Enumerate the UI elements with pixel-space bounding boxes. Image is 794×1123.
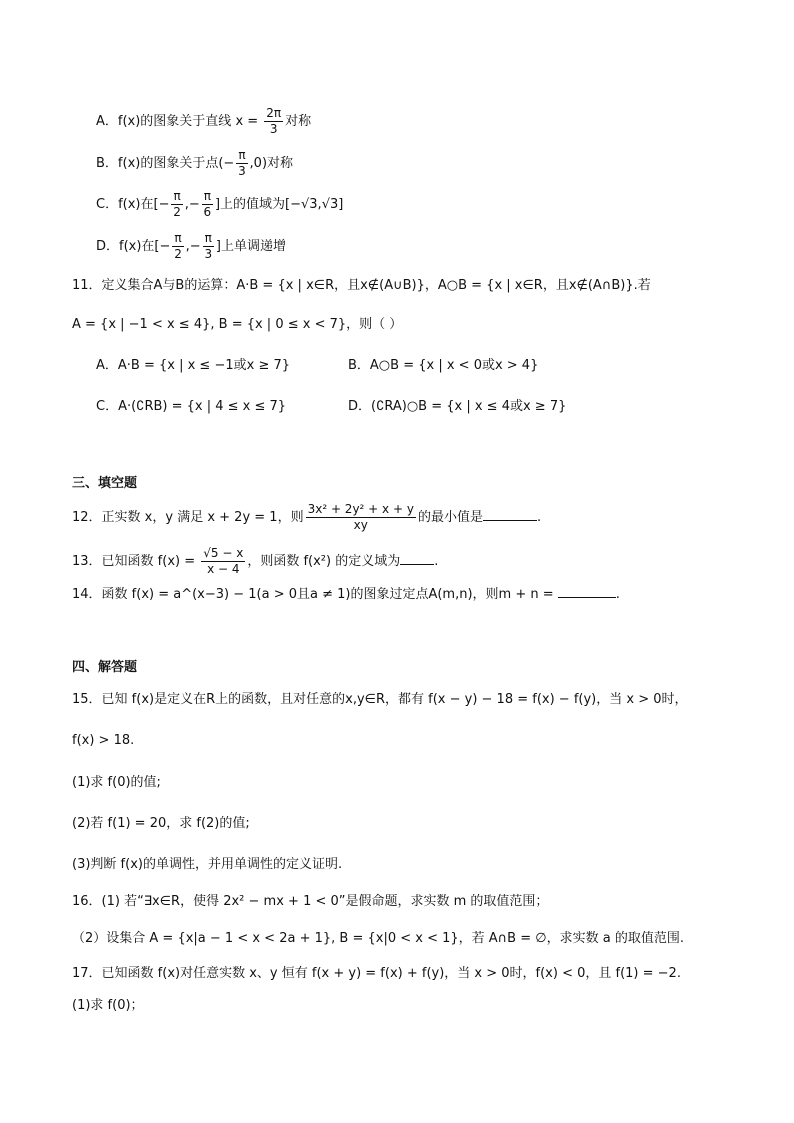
q15-line2: f(x) > 18. [72,733,135,748]
q13-post: ，则函数 f(x²) 的定义域为 [247,554,401,569]
q10-c-pre: C．f(x)在[− [96,197,170,212]
q10-d-pre: D．f(x)在[− [96,239,171,254]
q11-stem-line1: 11．定义集合A与B的运算：A·B = {x | x∈R，且x∉(A∪B)}，A○B = {x | x∈R，且x∉(A∩B)}.若 [72,278,651,293]
q10-d-num2: π [204,231,212,245]
q14-period: . [615,587,620,602]
q10-c-den1: 2 [173,205,181,219]
q10-c-den2: 6 [203,205,212,219]
q10-c-fraction-1 [171,189,182,220]
q15-line1: 15．已知 f(x)是定义在R上的函数，且对任意的x,y∈R，都有 f(x − y) − 18 = f(x) − f(y)，当 x > 0时， [72,692,688,707]
q10-a-den: 3 [269,122,278,136]
q13-num: √5 − x [203,546,244,560]
q10-c-post: ]上的值域为[−√3,√3] [214,197,344,212]
q13-fraction [201,546,245,577]
q10-a-fraction [264,106,283,137]
q12 [72,502,541,533]
q10-b-pre: B．f(x)的图象关于点 [96,156,219,171]
q12-post: 的最小值是 [417,510,483,525]
q17-part1: (1)求 f(0)； [72,998,144,1013]
q16-line2: （2）设集合 A = {x|a − 1 < x < 2a + 1}, B = {x|0 < x < 1}，若 A∩B = ∅，求实数 a 的取值范围. [72,931,684,946]
q10-a-post: 对称 [285,114,312,129]
q10-option-b [96,148,293,179]
section-4-heading: 四、解答题 [72,660,138,675]
q10-b-mid: (− [218,156,235,171]
q10-d-fraction-2 [203,231,214,262]
q14-text: 14．函数 f(x) = a^(x−3) − 1(a > 0且a ≠ 1)的图象过定点A(m,n)，则m + n = [72,587,558,602]
q10-c-sep: ,− [184,197,200,212]
q10-c-num1: π [173,189,181,203]
q12-den: xy [353,518,368,532]
q10-c-num2: π [203,189,211,203]
q10-option-a [96,106,311,137]
q10-b-num: π [238,148,246,162]
q12-period: . [536,510,542,525]
q16-line1: 16．(1) 若“∃x∈R，使得 2x² − mx + 1 < 0”是假命题，求实数 m 的取值范围； [72,894,549,909]
q12-pre: 12．正实数 x，y 满足 x + 2y = 1，则 [72,510,304,525]
q13-pre: 13．已知函数 f(x) = [72,554,200,569]
q10-d-sep: ,− [185,239,201,254]
q14-answer-blank [558,585,616,598]
q10-b-den: 3 [238,164,246,178]
q11-option-d: D．(∁RA)○B = {x | x ≤ 4或x ≥ 7} [348,399,567,414]
q11-option-b: B．A○B = {x | x < 0或x > 4} [348,358,539,373]
q15-part1: (1)求 f(0)的值; [72,775,161,790]
q10-option-d [96,231,286,262]
q14 [72,585,620,605]
q10-d-fraction-1 [172,231,183,262]
q10-c-fraction-2 [202,189,213,220]
q12-fraction [306,502,416,533]
section-3-heading: 三、填空题 [72,476,138,491]
q13 [72,546,438,577]
q15-part2: (2)若 f(1) = 20，求 f(2)的值; [72,816,250,831]
q10-a-num: 2π [266,106,282,120]
q10-b-post: ,0)对称 [249,156,294,171]
q12-num: 3x² + 2y² + x + y [307,502,414,516]
q10-option-c [96,189,343,220]
q10-d-num1: π [174,231,182,245]
q10-d-den2: 3 [204,247,213,261]
q12-answer-blank [483,508,537,521]
q11-stem-line2: A = {x | −1 < x ≤ 4}, B = {x | 0 ≤ x < 7}，则（ ） [72,317,403,332]
q17-line1: 17．已知函数 f(x)对任意实数 x、y 恒有 f(x + y) = f(x) + f(y)，当 x > 0时，f(x) < 0，且 f(1) = −2. [72,966,681,981]
q10-d-den1: 2 [174,247,182,261]
q15-part3: (3)判断 f(x)的单调性，并用单调性的定义证明. [72,857,343,872]
q11-option-a: A．A·B = {x | x ≤ −1或x ≥ 7} [96,358,291,373]
q10-d-post: ]上单调递增 [215,239,286,254]
q10-a-pre: A．f(x)的图象关于直线 x = [96,114,263,129]
q10-b-fraction [236,148,247,179]
q13-period: . [434,554,439,569]
q13-den: x − 4 [207,562,240,576]
q11-option-c: C．A·(∁RB) = {x | 4 ≤ x ≤ 7} [96,399,287,414]
q13-answer-blank [400,552,434,565]
